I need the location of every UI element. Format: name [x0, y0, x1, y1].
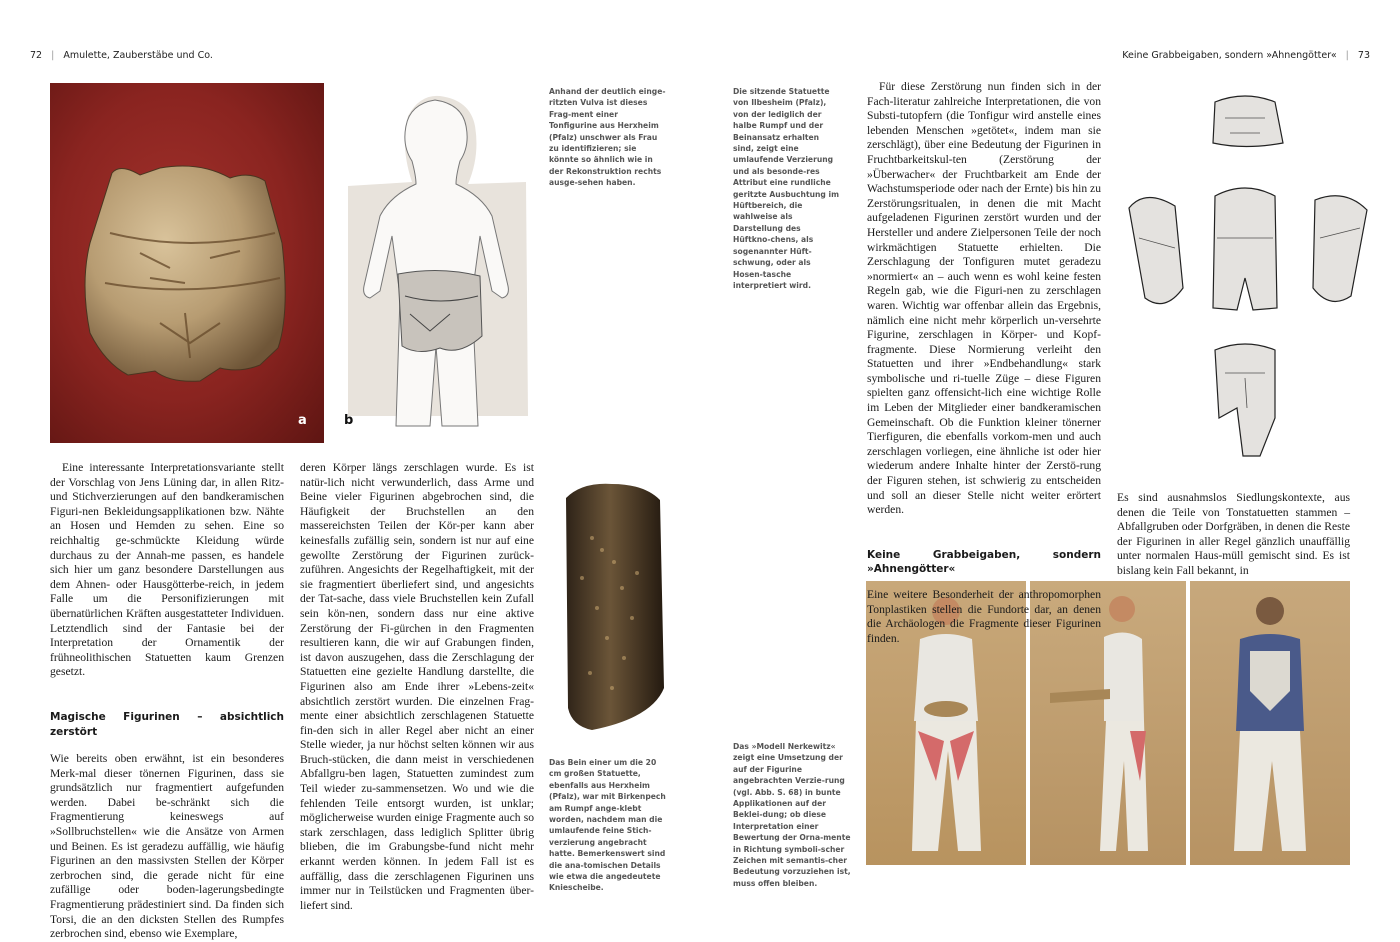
photo-leg-statuette	[552, 478, 674, 738]
figure-label-b: b	[344, 413, 354, 428]
section-heading-magische-figurinen: Magische Figurinen – absichtlich zerstört	[50, 710, 284, 738]
model-back-illustration	[1190, 581, 1350, 865]
clay-fragment-illustration	[50, 83, 324, 443]
right-running-title: Keine Grabbeigaben, sondern »Ahnengötter«	[1122, 50, 1337, 61]
header-separator: |	[1345, 50, 1349, 61]
section-heading-ahnengoetter: Keine Grabbeigaben, sondern »Ahnengötter«	[867, 548, 1101, 576]
paragraph-interpretation: Eine interessante Interpretationsvariante stellt der Vorschlag von Jens Lüning dar, in allen Ritz- und Stichverzierungen auf den bandkeramischen Figuri-nen Bekleidungsapplikationen bzw. Nähte an Hosen und Hemden zu sehen. Eine so reichhaltig ge-schmückte Kleidung würde durchaus zu der Annah-me passen, es handele sich hier um ganz besondere Darstellungen aus dem Ahnen- oder Hausgötterbe-reich, in jedem Falle um die Personifizierungen mit übernatürlichen Kräften ausgestatteter Individuen. Letztendlich sind der Fantasie bei der Interpretation der Ornamentik der frühneolithischen Statuetten kaum Grenzen gesetzt.	[50, 461, 284, 679]
column-1	[50, 461, 284, 942]
figure-label-a: a	[298, 413, 307, 428]
caption-ilbesheim-statuette: Die sitzende Statuette von Ilbesheim (Pfalz), von der lediglich der halbe Rumpf und der Beinansatz erhalten sind, zeigt eine umlaufende Verzierung und als besonde-res Attribut eine rundliche geritzte Ausbuchtung im Hüftbereich, die wahlweise als Darstellung des Hüftkno-chens, als sogenannter Hüft-schwung, oder als Hosen-tasche interpretiert wird.	[733, 87, 839, 290]
left-running-title: Amulette, Zauberstäbe und Co.	[63, 50, 213, 61]
drawing-ilbesheim-fragment-views	[1115, 88, 1380, 468]
column-4	[1117, 491, 1350, 579]
drawing-reconstruction-b	[330, 86, 540, 436]
column-3	[867, 80, 1101, 646]
caption-leg-statuette: Das Bein einer um die 20 cm großen Statuette, ebenfalls aus Herxheim (Pfalz), war mit Birkenpech am Rumpf ange-klebt worden, nachdem man die umlaufende feine Stich-verzierung angebracht hatte. Bemerkenswert sind die ana-tomischen Details wie etwa die angedeutete Kniescheibe.	[549, 758, 666, 893]
right-page-number: 73	[1357, 50, 1370, 61]
caption-figure-a-b: Anhand der deutlich einge-ritzten Vulva ist dieses Frag-ment einer Tonfigurine aus Herxheim (Pfalz) unschwer als Frau zu identifizieren; sie könnte so ähnlich wie in der Rekonstruktion rechts ausge-sehen haben.	[549, 87, 666, 188]
figurine-reconstruction-drawing	[330, 86, 540, 436]
paragraph-destruction-interpretations: Für diese Zerstörung nun finden sich in der Fach-literatur zahlreiche Interpretationen, die von Substi-tutopfern (die Tonfigur wird anstelle eines lebenden Menschen »getötet«, indem man sie zerschlägt), über eine Bedeutung der Figurinen in Fruchtbarkeitskul-ten (Zerstörung der »Überwacher« der Fruchtbarkeit am Ende der Wachstumsperiode oder nach der Ernte) bis hin zu Zerstörungsritualen, in denen die mit Macht aufgeladenen Figurinen zerstört wurden und der Hersteller und andere Zielpersonen Teile der noch wirkmächtigen Statuette erhielten. Die Zerschlagung der Tonfiguren mutet geradezu »normiert« an – auch wenn es wohl keine festen Regeln gab, wie die Figuri-nen zu zerschlagen waren. Wichtig war offenbar allein das Ergebnis, nämlich eine nicht mehr körperlich un-versehrte Figurine, zerschlagen in Körper- und Kopf-fragmente. Diese Normierung verleiht den Statuetten und ihrer »Endbehandlung« stark symbolische und ri-tuelle Züge – diese Figuren spielten ganz offensicht-lich eine wichtige Rolle im Leben der Mitglieder einer bandkeramischen Gemeinschaft. Ob die Funktion kleiner tönerner Tierfiguren, die ebenfalls vorkom-men und auch zerschlagen vorliegen, eine ähnliche ist oder hier wiederum andere Inhalte hinter der Zerstö-rung der Figuren stehen, ist schwierig zu entscheiden und soll an dieser Stelle nicht weiter erörtert werden.	[867, 80, 1101, 517]
leg-statuette-illustration	[552, 478, 674, 738]
stipple-drawings	[1115, 88, 1380, 468]
paragraph-find-locations: Eine weitere Besonderheit der anthropomorphen Tonplastiken stellen die Fundorte dar, an denen die Archäologen die Fragmente dieser Figurinen finden.	[867, 588, 1101, 645]
paragraph-fragmentation: Wie bereits oben erwähnt, ist ein besonderes Merk-mal dieser tönernen Figurinen, dass sie grundsätzlich nur fragmentiert aufgefunden werden. Dabei be-schränkt sich die Fragmentierung keineswegs auf »Sollbruchstellen« wie die Ansätze von Armen und Beinen. Es ist geradezu auffällig, wie häufig Figurinen an den massivsten Stellen der Körper zerbrochen sind, die gerade nicht für eine zufällige oder boden-lagerungsbedingte Fragmentierung prädestiniert sind. Da finden sich Torsi, die an den dicksten Stellen des Rumpfes zerbrochen sind, ebenso wie Exemplare,	[50, 752, 284, 941]
right-page-header	[1122, 50, 1370, 61]
column-2	[300, 461, 534, 913]
header-separator: |	[51, 50, 55, 61]
photo-figurine-fragment-a	[50, 83, 324, 443]
left-page-header	[30, 50, 213, 61]
paragraph-settlement-contexts: Es sind ausnahmslos Siedlungskontexte, aus denen die Teile von Tonstatuetten stammen – Abfallgruben oder Dorfgräben, in denen die Reste der Figurinen in aller Regel gänzlich unauffällig unter normalen Haus-müll gemischt sind. Es ist bislang kein Fall bekannt, in	[1117, 491, 1350, 577]
left-page-number: 72	[30, 50, 43, 61]
paragraph-fragments-continued: deren Körper längs zerschlagen wurde. Es ist natür-lich nicht verwunderlich, dass Arme und Beine vieler Figurinen abgebrochen sind, die Häufigkeit der Bruchstellen an den massereichsten Teilen der Kör-per kann aber keinesfalls zufällig sein, sondern ist nur auf eine gewollte Zerstörung der Figurinen zurück-zuführen. Angesichts der Regelhaftigkeit, mit der sie fragmentiert überliefert sind, und angesichts der Tat-sache, dass viele Bruchstellen kein Zufall sein kön-nen, sondern dass nur eine aktive Zerstörung der Fi-gürchen in den Fragmenten resultieren kann, die wir auf Grabungen finden, ist davon auszugehen, dass die Zerschlagung der Statuetten eine gezielte Handlung darstellte, die Figurinen also am Ende ihrer »Lebens-zeit« absichtlich zerstört wurden. Die einzelnen Frag-mente einer absichtlich zerschlagenen Statuette fin-den sich in aller Regel aber nicht an einer Stelle wieder, ja nur höchst selten können wir aus Bruch-stücken, die dann meist in verschiedenen Abfallgru-ben lagen, Statuetten zumindest zum Teil wieder zu-sammensetzen. Wo und wie die fehlenden Teile entsorgt wurden, ist unklar; möglicherweise wurden einige Fragmente auch so stark zerschlagen, dass lediglich Splitter übrig blieben, die im Grabungsbe-fund nicht mehr erkannt werden können. In jedem Fall ist es auffällig, dass die zerschlagenen Figurinen uns immer nur in Teilstücken und Fragmenten über-liefert sind.	[300, 461, 534, 912]
caption-modell-nerkewitz: Das »Modell Nerkewitz« zeigt eine Umsetzung der auf der Figurine angebrachten Verzie-rung (vgl. Abb. S. 68) in bunte Applikationen auf der Beklei-dung; ob diese Interpretation einer Bewertung der Orna-mente in Richtung symboli-scher Zeichen mit semantis-cher Bedeutung vorzuziehen ist, muss offen bleiben.	[733, 742, 851, 888]
photo-model-nerkewitz-back	[1190, 581, 1350, 865]
